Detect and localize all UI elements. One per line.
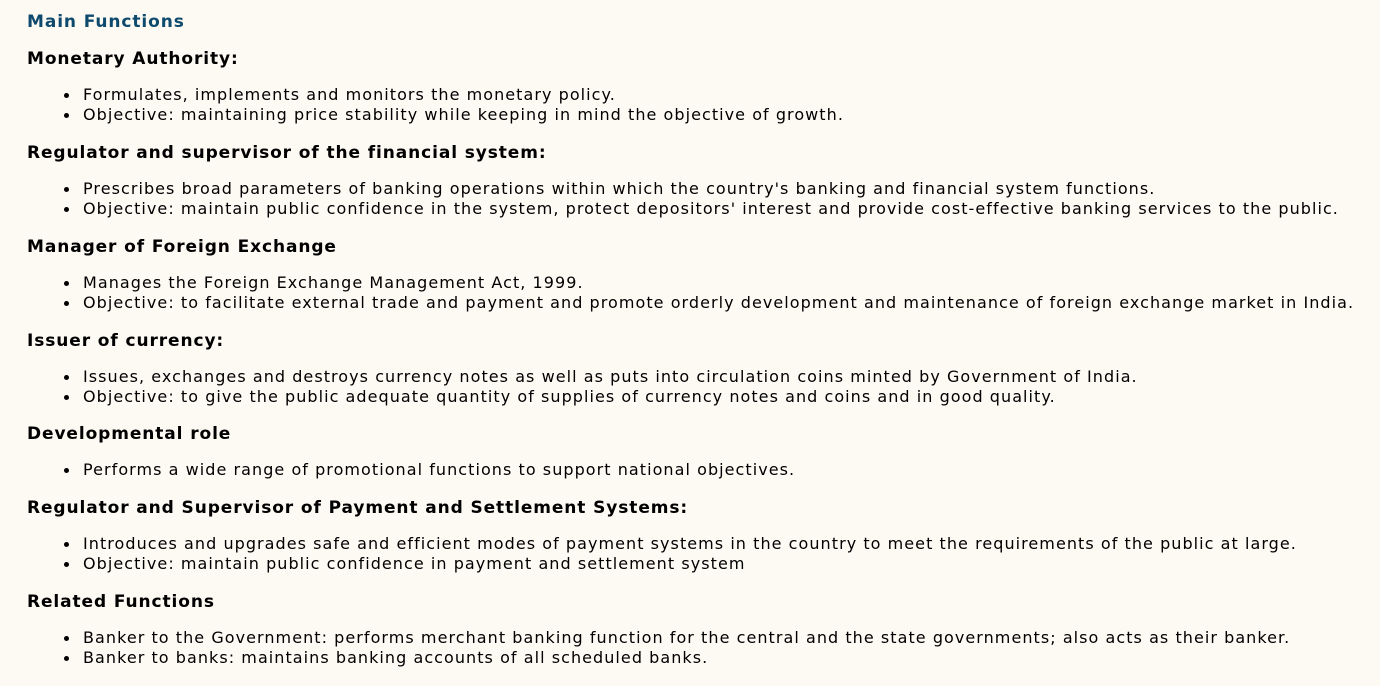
section-developmental-role	[27, 424, 795, 480]
bullet-list	[27, 367, 1138, 407]
list-item: Objective: maintain public confidence in the system, protect depositors' interest and provide cost-effective banking services to the public.	[83, 199, 1339, 218]
list-item: Performs a wide range of promotional functions to support national objectives.	[83, 460, 796, 479]
section-heading: Issuer of currency:	[27, 331, 225, 351]
section-heading: Monetary Authority:	[27, 49, 239, 69]
list-item: Prescribes broad parameters of banking operations within which the country's banking and financial system functions.	[83, 179, 1339, 199]
section-financial-regulator	[27, 143, 1339, 219]
section-heading: Related Functions	[27, 592, 215, 612]
section-payment-systems	[27, 498, 1297, 574]
list-item: Formulates, implements and monitors the monetary policy.	[83, 85, 844, 105]
list-item: Issues, exchanges and destroys currency notes as well as puts into circulation coins minted by Government of India.	[83, 367, 1138, 386]
list-item: Objective: maintain public confidence in payment and settlement system	[83, 554, 1297, 574]
list-item: Objective: maintaining price stability while keeping in mind the objective of growth.	[83, 105, 844, 124]
bullet-list	[27, 460, 795, 480]
section-monetary-authority	[27, 49, 844, 125]
section-currency-issuer	[27, 331, 1138, 407]
bullet-list	[27, 273, 1354, 313]
section-heading: Manager of Foreign Exchange	[27, 237, 337, 257]
list-item: Objective: to facilitate external trade and payment and promote orderly development and maintenance of foreign exchange market in India.	[83, 293, 1355, 312]
page-title: Main Functions	[27, 12, 185, 32]
list-item: Manages the Foreign Exchange Management Act, 1999.	[83, 273, 1354, 293]
list-item: Objective: to give the public adequate quantity of supplies of currency notes and coins and in good quality.	[83, 387, 1138, 407]
list-item: Banker to the Government: performs merchant banking function for the central and the state governments; also acts as their banker.	[83, 628, 1291, 647]
bullet-list	[27, 628, 1290, 668]
section-related-functions	[27, 592, 1290, 668]
section-heading: Developmental role	[27, 424, 232, 444]
section-foreign-exchange	[27, 237, 1354, 313]
list-item: Banker to banks: maintains banking accounts of all scheduled banks.	[83, 648, 1290, 668]
bullet-list	[27, 534, 1297, 574]
section-heading: Regulator and Supervisor of Payment and Settlement Systems:	[27, 498, 689, 518]
section-heading: Regulator and supervisor of the financial system:	[27, 143, 547, 163]
bullet-list	[27, 179, 1339, 219]
list-item: Introduces and upgrades safe and efficient modes of payment systems in the country to meet the requirements of the public at large.	[83, 534, 1297, 553]
bullet-list	[27, 85, 844, 125]
